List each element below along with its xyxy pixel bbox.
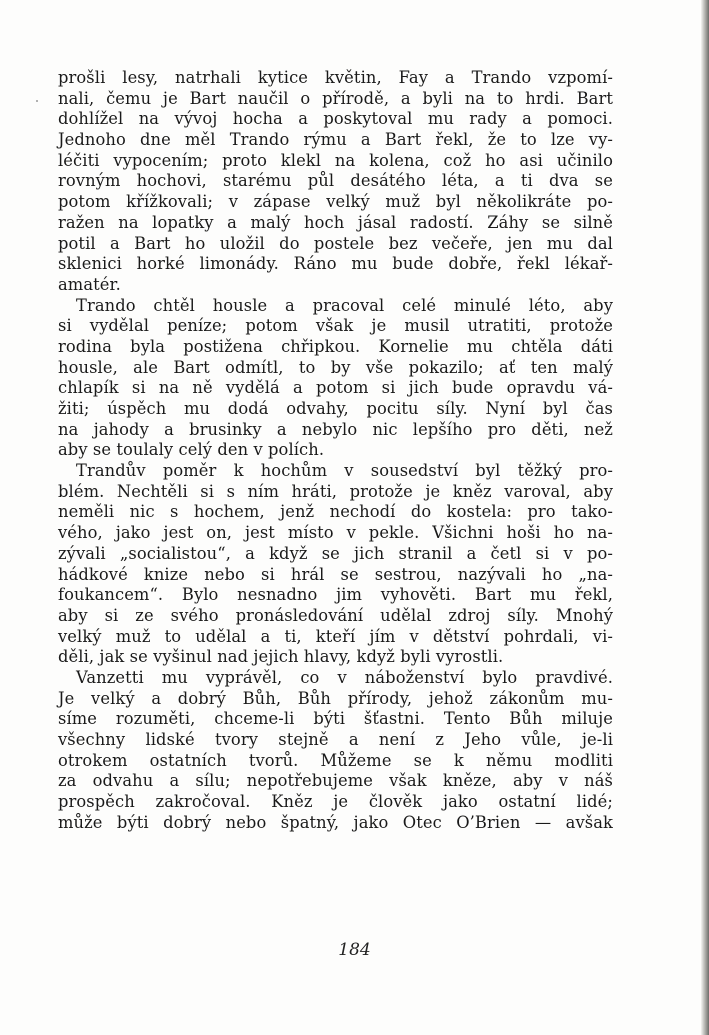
text-line: potil a Bart ho uložil do postele bez večeře, jen mu dal xyxy=(58,233,613,253)
text-line: za odvahu a sílu; nepotřebujeme však kněze, aby v náš xyxy=(58,771,613,791)
text-line: sklenici horké limonády. Ráno mu bude dobře, řekl lékař- xyxy=(58,254,613,274)
page-number: 184 xyxy=(338,940,371,960)
text-line: neměli nic s hochem, jenž nechodí do kostela: pro tako- xyxy=(58,502,613,522)
text-line: ražen na lopatky a malý hoch jásal radostí. Záhy se silně xyxy=(58,212,613,232)
text-line: nali, čemu je Bart naučil o přírodě, a byli na to hrdi. Bart xyxy=(58,88,613,108)
text-line: velký muž to udělal a ti, kteří jím v dětství pohrdali, vi- xyxy=(58,626,613,646)
text-line: aby se toulaly celý den v polích. xyxy=(58,440,325,460)
text-line: Vanzetti mu vyprávěl, co v náboženství bylo pravdivé. xyxy=(76,667,613,687)
text-line: Jednoho dne měl Trando rýmu a Bart řekl, že to lze vy- xyxy=(58,130,613,150)
text-line: Trando chtěl housle a pracoval celé minulé léto, aby xyxy=(76,295,613,315)
text-line: blém. Nechtěli si s ním hráti, protože je kněz varoval, aby xyxy=(58,481,613,501)
text-line: hádkové knize nebo si hrál se sestrou, nazývali ho „na- xyxy=(58,564,613,584)
text-line: může býti dobrý nebo špatný, jako Otec O’Brien — avšak xyxy=(58,812,613,832)
text-line: žiti; úspěch mu dodá odvahy, pocitu síly. Nyní byl čas xyxy=(58,399,613,418)
text-line: Je velký a dobrý Bůh, Bůh přírody, jehož zákonům mu- xyxy=(58,688,613,708)
text-line: dohlížel na vývoj hocha a poskytoval mu rady a pomoci. xyxy=(58,109,613,129)
text-line: na jahody a brusinky a nebylo nic lepšího pro děti, než xyxy=(58,419,613,439)
paper-speck xyxy=(36,100,38,102)
text-line: síme rozuměti, chceme-li býti šťastni. Tento Bůh miluje xyxy=(58,709,613,729)
text-line: potom křížkovali; v zápase velký muž byl několikráte po- xyxy=(58,192,613,212)
text-line: prospěch zakročoval. Kněz je člověk jako ostatní lidé; xyxy=(58,792,613,812)
paragraph-4 xyxy=(58,668,613,834)
text-line: si vydělal peníze; potom však je musil utratiti, protože xyxy=(58,316,613,336)
paragraph-2 xyxy=(58,296,613,462)
body-text xyxy=(58,68,613,833)
text-line: otrokem ostatních tvorů. Můžeme se k němu modliti xyxy=(58,750,613,770)
binding-edge xyxy=(701,0,709,1035)
text-line: zývali „socialistou“, a když se jich stranil a četl si v po- xyxy=(58,543,613,563)
text-line: housle, ale Bart odmítl, to by vše pokazilo; ať ten malý xyxy=(58,357,613,377)
text-line: všechny lidské tvory stejně a není z Jeho vůle, je-li xyxy=(58,730,613,749)
text-line: chlapík si na ně vydělá a potom si jich bude opravdu vá- xyxy=(58,378,613,398)
text-line: aby si ze svého pronásledování udělal zdroj síly. Mnohý xyxy=(58,605,613,625)
text-line: Trandův poměr k hochům v sousedství byl těžký pro- xyxy=(76,461,613,481)
paragraph-1 xyxy=(58,68,613,296)
text-line: prošli lesy, natrhali kytice květin, Fay a Trando vzpomí- xyxy=(58,68,613,87)
text-line: rovným hochovi, starému půl desátého léta, a ti dva se xyxy=(58,171,613,191)
text-line: léčiti vypocením; proto klekl na kolena, což ho asi učinilo xyxy=(58,150,613,170)
text-line: děli, jak se vyšinul nad jejich hlavy, když byli vyrostli. xyxy=(58,647,504,667)
text-line: vého, jako jest on, jest místo v pekle. Všichni hoši ho na- xyxy=(58,523,613,543)
paragraph-3 xyxy=(58,461,613,668)
text-line: foukancem“. Bylo nesnadno jim vyhověti. Bart mu řekl, xyxy=(58,585,613,605)
text-line: amatér. xyxy=(58,274,121,294)
text-line: rodina byla postižena chřipkou. Kornelie mu chtěla dáti xyxy=(58,336,613,356)
